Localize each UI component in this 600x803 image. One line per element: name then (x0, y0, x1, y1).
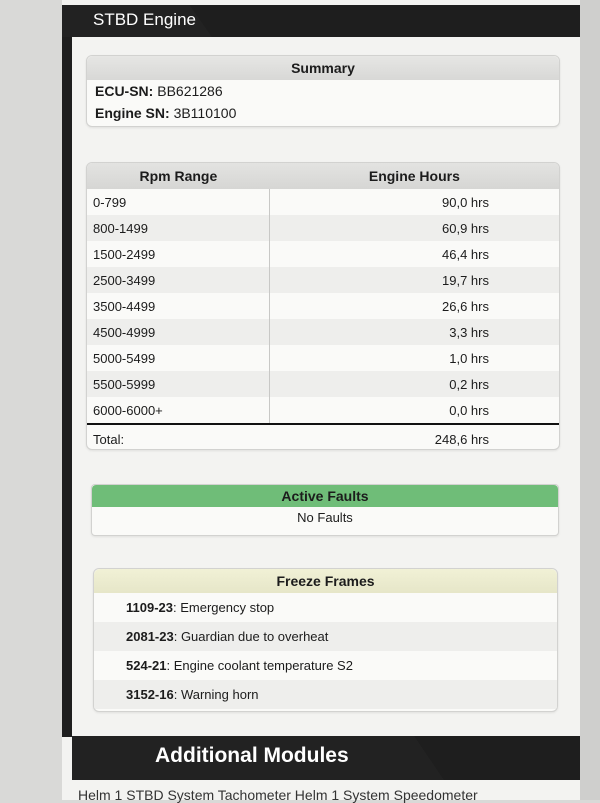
total-label: Total: (87, 424, 270, 450)
engine-hours-cell: 46,4 hrs (270, 241, 559, 267)
engine-hours-cell: 0,2 hrs (270, 371, 559, 397)
active-faults-card (91, 484, 559, 536)
freeze-frame-item (94, 593, 557, 622)
table-row (87, 241, 559, 267)
summary-title: Summary (87, 56, 559, 80)
fault-code: 3152-16 (126, 687, 174, 702)
table-row (87, 397, 559, 424)
active-faults-text: No Faults (297, 510, 353, 525)
summary-card (86, 55, 560, 127)
fault-code: 524-21 (126, 658, 167, 673)
engine-sn-row (87, 102, 559, 124)
engine-hours-cell: 0,0 hrs (270, 397, 559, 424)
table-row (87, 189, 559, 215)
ecu-sn-value: BB621286 (157, 83, 223, 99)
ecu-sn-label: ECU-SN: (95, 83, 154, 99)
freeze-frame-item (94, 680, 557, 709)
table-row (87, 293, 559, 319)
rpm-range-cell: 5500-5999 (87, 371, 270, 397)
fault-description: : Emergency stop (173, 600, 275, 615)
freeze-frame-item (94, 651, 557, 680)
freeze-frames-title: Freeze Frames (94, 569, 557, 593)
engine-sn-value: 3B110100 (173, 105, 237, 121)
fault-code: 1109-23 (126, 600, 173, 615)
table-row (87, 371, 559, 397)
section-title: STBD Engine (93, 10, 196, 29)
active-faults-title: Active Faults (92, 485, 558, 507)
fault-description: : Guardian due to overheat (173, 629, 329, 644)
table-row (87, 215, 559, 241)
engine-hours-cell: 19,7 hrs (270, 267, 559, 293)
modules-list-text: Helm 1 STBD System Tachometer Helm 1 System Speedometer (78, 787, 478, 803)
table-row (87, 345, 559, 371)
rpm-range-cell: 2500-3499 (87, 267, 270, 293)
engine-hours-cell: 90,0 hrs (270, 189, 559, 215)
page-edge (580, 0, 600, 800)
fault-description: : Engine coolant temperature S2 (166, 658, 353, 673)
section-left-rule (62, 37, 72, 737)
rpm-range-cell: 800-1499 (87, 215, 270, 241)
engine-hours-header: Engine Hours (270, 163, 559, 189)
total-value: 248,6 hrs (270, 424, 559, 450)
freeze-frame-item (94, 622, 557, 651)
freeze-frames-card (93, 568, 558, 712)
total-row (87, 424, 559, 450)
modules-title: Additional Modules (155, 744, 349, 767)
rpm-range-cell: 6000-6000+ (93, 402, 163, 418)
rpm-range-cell: 5000-5499 (93, 350, 156, 366)
rpm-range-header: Rpm Range (87, 163, 270, 189)
ecu-sn-row (87, 80, 559, 102)
rpm-range-cell: 4500-4999 (87, 319, 270, 345)
rpm-range-cell: 1500-2499 (93, 246, 156, 262)
engine-sn-label: Engine SN: (95, 105, 170, 121)
rpm-range-cell: 3500-4499 (93, 298, 156, 314)
engine-hours-cell: 1,0 hrs (270, 345, 559, 371)
table-row (87, 267, 559, 293)
engine-hours-cell: 60,9 hrs (270, 215, 559, 241)
engine-hours-cell: 26,6 hrs (270, 293, 559, 319)
table-header-row (87, 163, 559, 189)
engine-hours-cell: 3,3 hrs (270, 319, 559, 345)
rpm-range-cell: 0-799 (93, 194, 127, 210)
engine-hours-card (86, 162, 560, 450)
engine-hours-table (87, 163, 559, 450)
fault-description: : Warning horn (173, 687, 259, 702)
table-row (87, 319, 559, 345)
fault-code: 2081-23 (126, 629, 174, 644)
